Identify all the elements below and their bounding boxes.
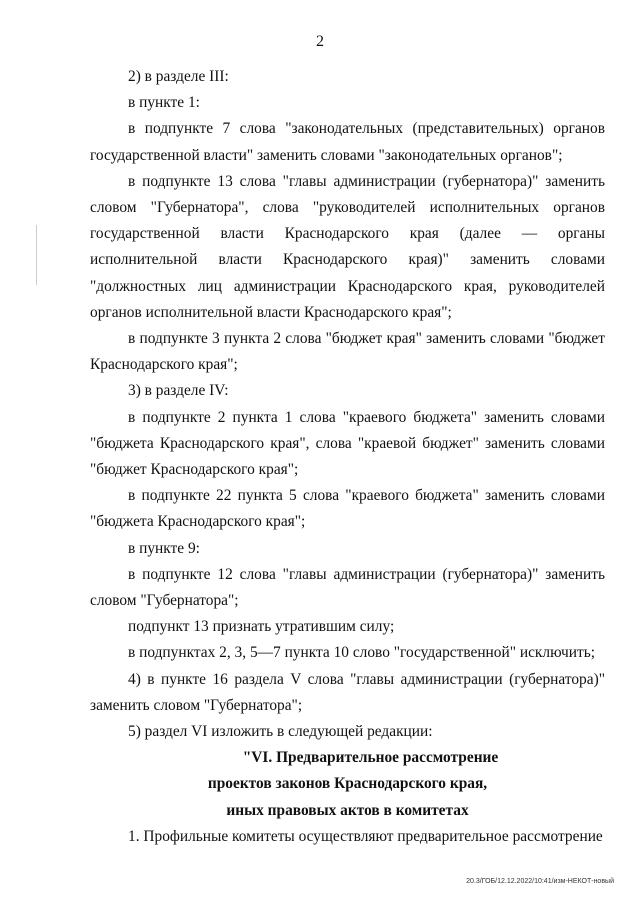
paragraph: в подпункте 3 пункта 2 слова "бюджет края" заменить словами "бюджет Краснодарского края";: [90, 330, 605, 374]
section-heading-line-3: иных правовых актов в комитетах: [226, 801, 469, 819]
paragraph: 2) в разделе III:: [128, 68, 229, 85]
document-footer-code: 20.3/ГОБ/12.12.2022/10:41/изм-НЕКОТ-новый: [466, 878, 614, 885]
paragraph: 3) в разделе IV:: [128, 382, 229, 400]
paragraph: в подпунктах 2, 3, 5—7 пункта 10 слово "государственной" исключить;: [128, 644, 595, 662]
margin-mark: [36, 225, 37, 285]
paragraph: в подпункте 2 пункта 1 слова "краевого бюджета" заменить словами "бюджета Краснодарского края", слова "краевой бюджет" заменить словами "бюджет Краснодарского края";: [90, 408, 605, 479]
paragraph: в пункте 9:: [128, 539, 200, 557]
paragraph-last: 1. Профильные комитеты осуществляют предварительное рассмотрение: [128, 827, 603, 845]
paragraph: в подпункте 13 слова "главы администрации (губернатора)" заменить словом "Губернатора", слова "руководителей исполнительных органов государственной власти Краснодарского края (далее — органы исполнительной власти Краснодарского края)" заменить словами "должностных лиц администрации Краснодарского края, руководителей органов исполнительной власти Краснодарского края";: [90, 172, 605, 321]
page-number: 2: [316, 33, 324, 50]
document-body: [90, 64, 605, 850]
paragraph: в подпункте 22 пункта 5 слова "краевого бюджета" заменить словами "бюджета Краснодарского края";: [90, 487, 605, 531]
section-heading-line-1: "VI. Предварительное рассмотрение: [242, 749, 499, 767]
paragraph: 4) в пункте 16 раздела V слова "главы администрации (губернатора)" заменить словом "Губернатора";: [90, 670, 605, 714]
paragraph: в пункте 1:: [128, 94, 200, 112]
paragraph: 5) раздел VI изложить в следующей редакции:: [128, 723, 433, 741]
paragraph: подпункт 13 признать утратившим силу;: [128, 618, 395, 636]
section-heading-line-2: проектов законов Краснодарского края,: [207, 775, 488, 793]
paragraph: в подпункте 7 слова "законодательных (представительных) органов государственной власти" заменить словами "законодательных органов";: [90, 120, 605, 164]
paragraph: в подпункте 12 слова "главы администрации (губернатора)" заменить словом "Губернатора";: [90, 565, 605, 610]
